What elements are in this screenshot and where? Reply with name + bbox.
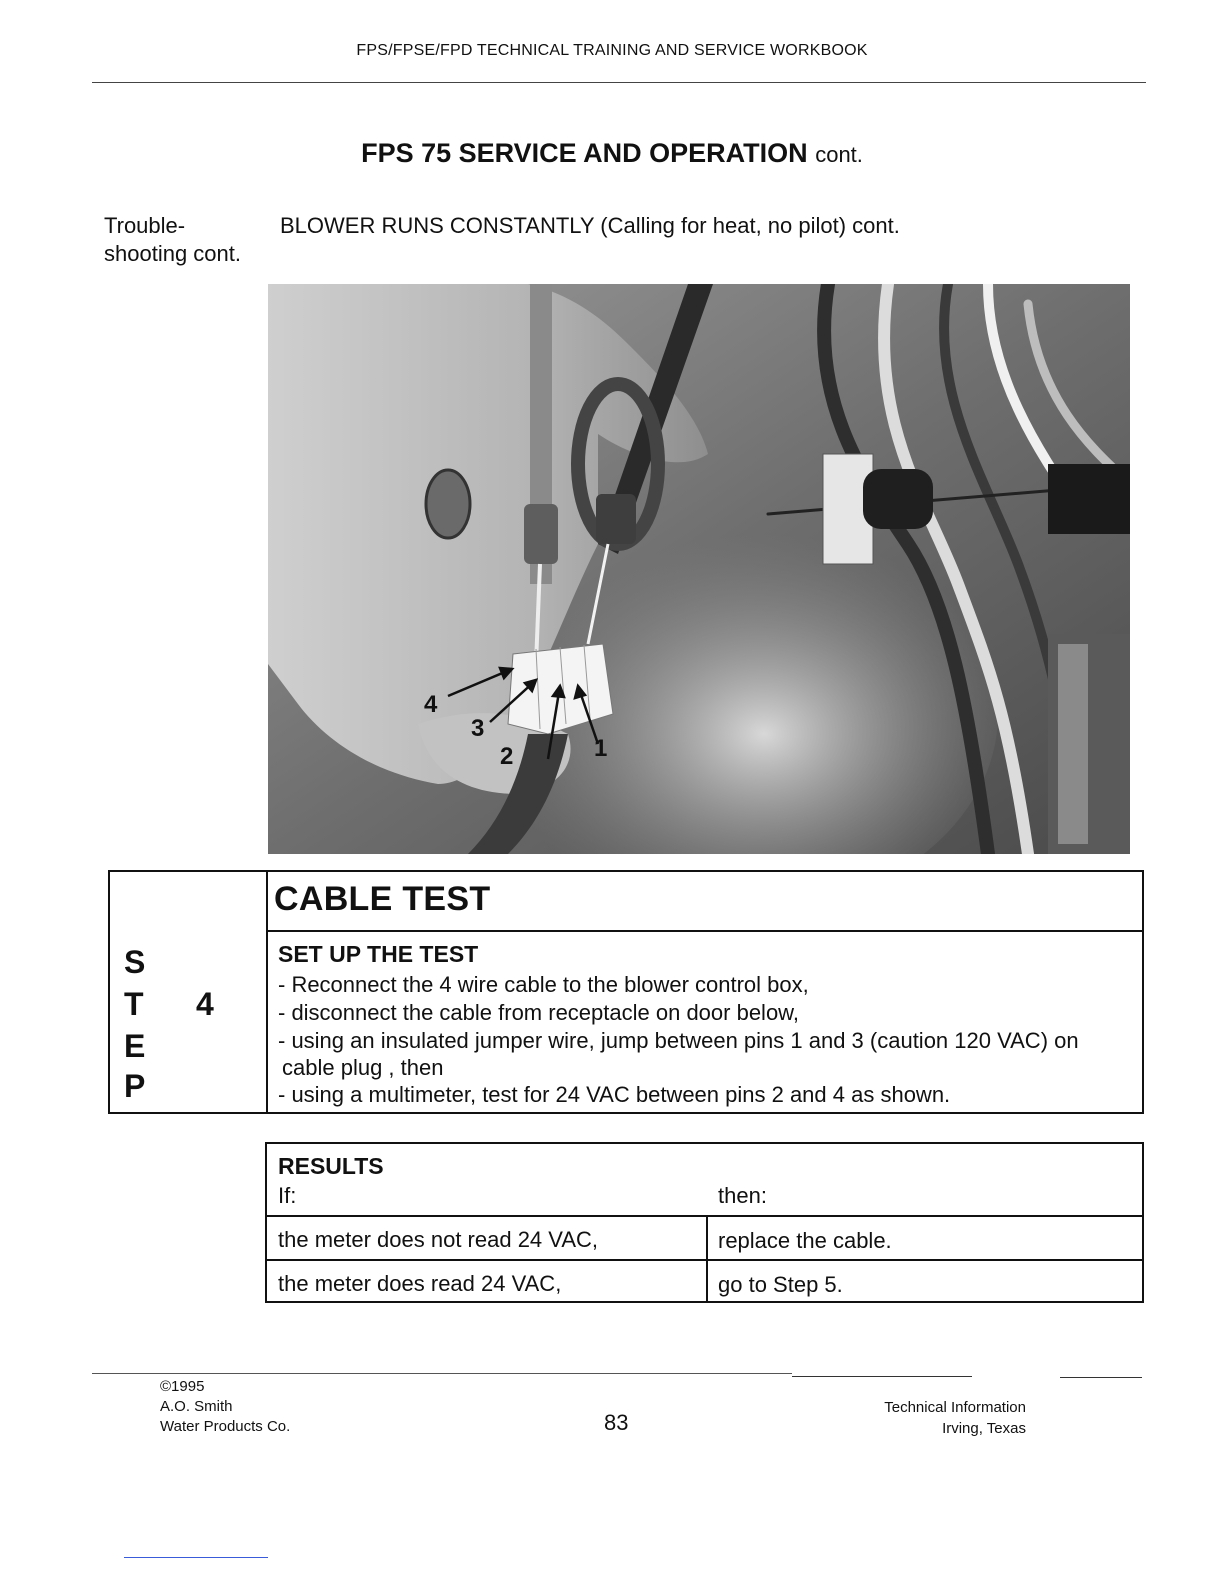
results-row-if: the meter does not read 24 VAC,: [278, 1227, 598, 1252]
callout-label-2: 2: [500, 743, 514, 770]
page-title-suffix: cont.: [815, 142, 863, 167]
instruction-line: - using an insulated jumper wire, jump between pins 1 and 3 (caution 120 VAC) on: [278, 1028, 1079, 1053]
page-number: 83: [604, 1410, 629, 1435]
section-heading: BLOWER RUNS CONSTANTLY (Calling for heat, no pilot) cont.: [280, 213, 900, 238]
setup-heading: SET UP THE TEST: [278, 941, 479, 967]
bottom-link-underline: [124, 1557, 268, 1558]
copyright: ©1995: [160, 1378, 205, 1395]
callout-label-4: 4: [424, 691, 438, 718]
footer-dept-block: [820, 1397, 1026, 1439]
instruction-line: cable plug , then: [282, 1055, 444, 1080]
callout-label-1: 1: [594, 735, 608, 762]
step-title-rule: [266, 930, 1144, 932]
footer-rule: [92, 1373, 792, 1374]
photo-illustration: [268, 284, 1130, 854]
footer-copyright-block: [160, 1377, 290, 1437]
step-letter-e: E: [124, 1028, 146, 1064]
callout-label-3: 3: [471, 715, 485, 742]
footer-rule: [1060, 1377, 1142, 1378]
side-label-line2: shooting cont.: [104, 241, 241, 266]
header-rule: [92, 82, 1146, 83]
instruction-line: - using a multimeter, test for 24 VAC between pins 2 and 4 as shown.: [278, 1082, 951, 1107]
instruction-line: - disconnect the cable from receptacle on door below,: [278, 1000, 799, 1025]
results-row-then: go to Step 5.: [718, 1272, 843, 1297]
results-then-header: then:: [718, 1183, 767, 1208]
photo-cable-test: [268, 284, 1130, 854]
results-header-rule: [265, 1215, 1144, 1217]
results-if-header: If:: [278, 1183, 297, 1208]
step-number: 4: [196, 986, 214, 1022]
side-label-line1: Trouble-: [104, 213, 186, 238]
company-line1: A.O. Smith: [160, 1398, 233, 1415]
results-row-rule: [265, 1259, 1144, 1261]
step-title: CABLE TEST: [274, 880, 491, 918]
results-column-rule: [706, 1215, 708, 1303]
instruction-line: - Reconnect the 4 wire cable to the blower control box,: [278, 972, 809, 997]
company-line2: Water Products Co.: [160, 1418, 291, 1435]
running-header: FPS/FPSE/FPD TECHNICAL TRAINING AND SERVICE WORKBOOK: [356, 42, 868, 59]
dept: Technical Information: [884, 1399, 1026, 1416]
results-row-then: replace the cable.: [718, 1228, 892, 1253]
results-row-if: the meter does read 24 VAC,: [278, 1271, 562, 1296]
footer-rule: [792, 1376, 972, 1377]
page-title-main: FPS 75 SERVICE AND OPERATION: [361, 138, 808, 168]
step-letter-s: S: [124, 944, 146, 980]
step-letter-p: P: [124, 1068, 146, 1104]
page-title: [0, 138, 1224, 169]
step-letter-t: T: [124, 986, 144, 1022]
step-box-divider: [266, 870, 268, 1114]
results-heading: RESULTS: [278, 1153, 384, 1179]
location: Irving, Texas: [942, 1420, 1026, 1437]
side-label: [104, 212, 241, 268]
